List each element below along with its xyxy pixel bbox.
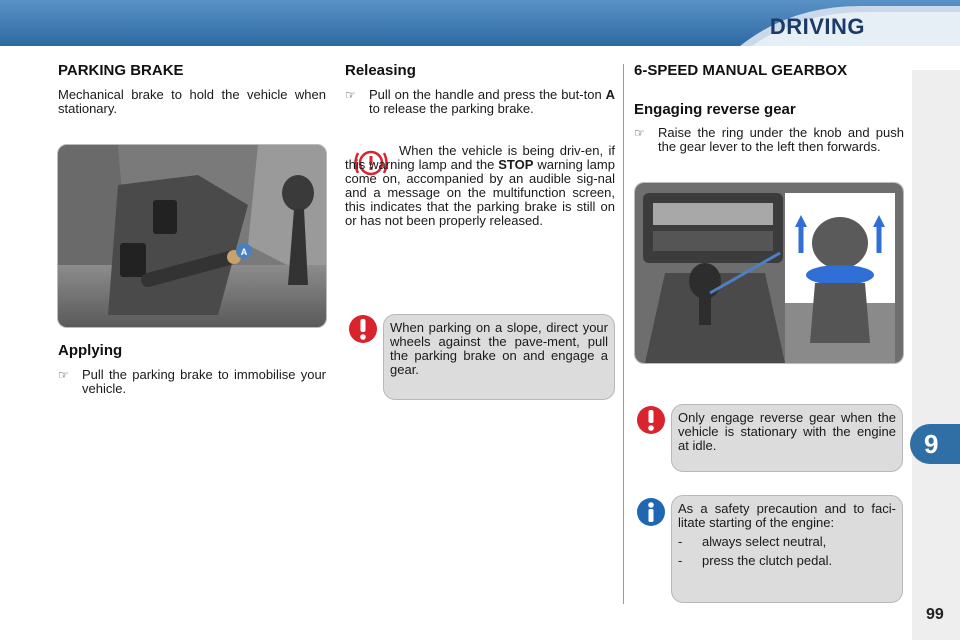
pointing-hand-icon: ☞ bbox=[634, 126, 645, 140]
safety-item bbox=[678, 535, 896, 549]
applying-step bbox=[58, 368, 326, 396]
parking-brake-illustration bbox=[58, 145, 326, 327]
reverse-text: Raise the ring under the knob and push the gear lever to the left then forwards. bbox=[658, 125, 904, 154]
safety-item bbox=[678, 554, 896, 568]
reverse-step bbox=[634, 126, 904, 154]
brake-warning-text bbox=[345, 144, 615, 228]
gearbox-photo bbox=[634, 182, 904, 364]
parking-brake-intro: Mechanical brake to hold the vehicle when stationary. bbox=[58, 87, 326, 116]
exclamation-icon bbox=[348, 314, 378, 349]
section-title: DRIVING bbox=[769, 14, 865, 39]
right-margin-strip bbox=[912, 70, 960, 640]
safety-intro: As a safety precaution and to faci-litate starting of the engine: bbox=[678, 501, 896, 530]
reverse-note-text: Only engage reverse gear when the vehicle is stationary with the engine at idle. bbox=[678, 410, 896, 453]
info-icon bbox=[636, 497, 666, 532]
releasing-button-letter: A bbox=[605, 87, 615, 102]
gearbox-illustration bbox=[635, 183, 903, 363]
slope-note bbox=[383, 314, 615, 400]
warning-stop: STOP bbox=[498, 157, 534, 172]
parking-brake-title: PARKING BRAKE bbox=[58, 62, 184, 79]
exclamation-icon bbox=[636, 405, 666, 440]
gearbox-title: 6-SPEED MANUAL GEARBOX bbox=[634, 62, 848, 79]
photo-label-a: A bbox=[240, 247, 248, 257]
header-band bbox=[0, 0, 960, 46]
applying-text: Pull the parking brake to immobilise your vehicle. bbox=[82, 367, 326, 396]
releasing-text-2: to release the parking brake. bbox=[369, 101, 534, 116]
pointing-hand-icon: ☞ bbox=[345, 88, 356, 102]
safety-item-1: always select neutral, bbox=[702, 534, 827, 549]
dash-marker: - bbox=[678, 534, 683, 549]
safety-note bbox=[671, 495, 903, 603]
releasing-text-1: Pull on the handle and press the but-ton bbox=[369, 87, 602, 102]
warning-text-2: warning lamp come on, accompanied by an audible sig-nal and a message on the multifunction screen, this indicates that the parking brake is still on or has not been properly released. bbox=[345, 157, 615, 228]
applying-title: Applying bbox=[58, 342, 123, 359]
slope-note-text: When parking on a slope, direct your wheels against the pave-ment, pull the parking brake on and engage a gear. bbox=[390, 320, 608, 377]
chapter-tab[interactable] bbox=[910, 424, 960, 464]
pointing-hand-icon: ☞ bbox=[58, 368, 69, 382]
parking-brake-photo bbox=[57, 144, 327, 328]
chapter-number: 9 bbox=[924, 429, 939, 459]
reverse-note bbox=[671, 404, 903, 472]
reverse-gear-title: Engaging reverse gear bbox=[634, 101, 796, 118]
releasing-title: Releasing bbox=[345, 62, 416, 79]
page-number: 99 bbox=[926, 606, 944, 623]
warning-text-1: When the vehicle is being driv-en, if this warning lamp and the bbox=[345, 143, 615, 172]
safety-item-2: press the clutch pedal. bbox=[702, 553, 833, 568]
dash-marker: - bbox=[678, 553, 683, 568]
releasing-step bbox=[345, 88, 615, 116]
column-divider bbox=[623, 64, 624, 604]
